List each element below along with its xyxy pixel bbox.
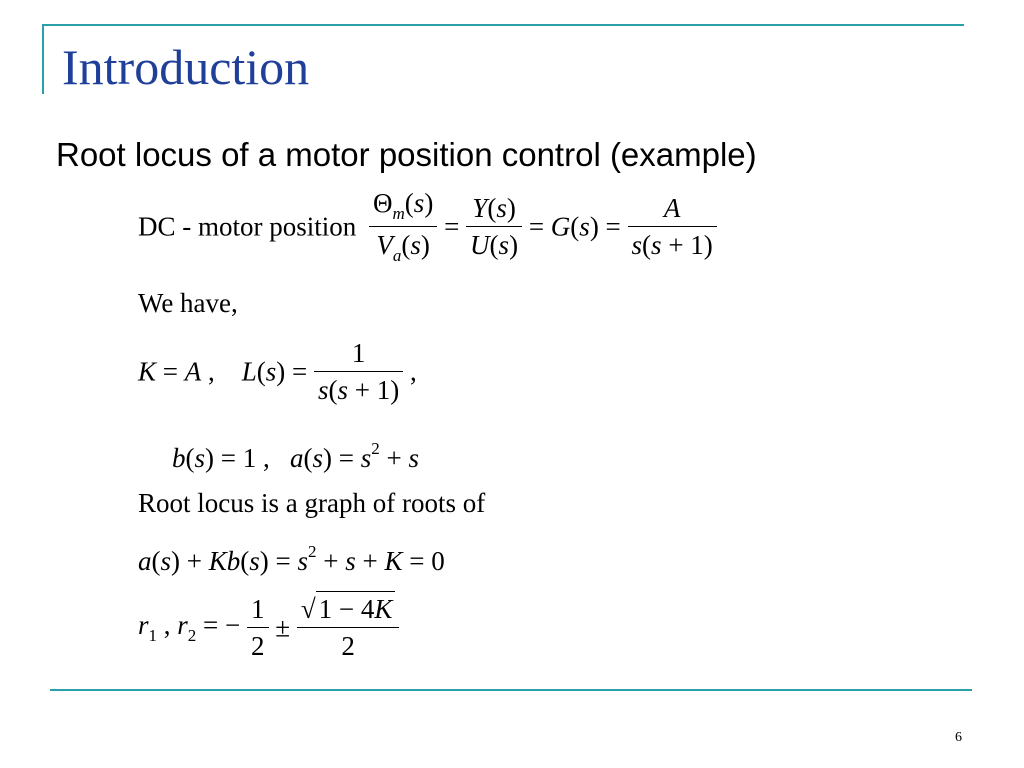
slide-title: Introduction [62, 39, 310, 95]
bottom-rule [50, 689, 972, 691]
fraction-sqrt: $\frac{√ 1 - 4K}{2}$ [297, 596, 400, 660]
slide-subtitle: Root locus of a motor position control (example) [56, 136, 757, 173]
polynomial-definitions: b(s) = 1 , $a(s) = s^2 + s$ [172, 439, 419, 473]
fraction-loop: $\frac{1}{s(s + 1)}$ [314, 340, 403, 404]
gain-and-loop-equation: K = A , L(s) = $\frac{1}{s(s + 1)}$ , [138, 338, 417, 405]
fraction-a-over-s: $\frac{A}{s(s + 1)}$ [628, 195, 717, 259]
equation-label: DC - motor position [138, 211, 357, 242]
transfer-function-equation: DC - motor position $\frac{\Theta_m(s)}{V_a(s)}$ = $\frac{Y(s)}{U(s)}$ = G(s) = $\frac{A}{s(s + 1)}$ [138, 190, 717, 264]
top-rule [42, 24, 964, 26]
roots-equation: $r_1$ , $r_2$ = − $\frac{1}{2}$ ± $\frac{√ 1 - 4K}{2}$ [138, 596, 399, 660]
left-rule [42, 24, 44, 94]
fraction-y-over-u: $\frac{Y(s)}{U(s)}$ [466, 195, 522, 259]
root-locus-description: Root locus is a graph of roots of [138, 488, 486, 518]
characteristic-equation: $a(s) + Kb(s) = s^2 + s + K = 0$ [138, 542, 445, 576]
we-have-text: We have, [138, 288, 238, 318]
fraction-theta-over-va: $\frac{\Theta_m(s)}{V_a(s)}$ [369, 190, 437, 264]
page-number: 6 [955, 730, 962, 745]
fraction-one-half: $\frac{1}{2}$ [247, 596, 269, 660]
